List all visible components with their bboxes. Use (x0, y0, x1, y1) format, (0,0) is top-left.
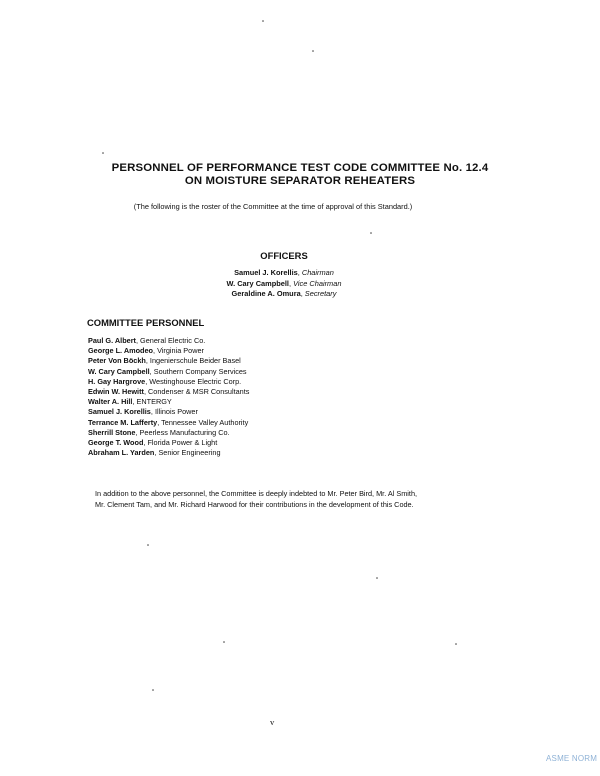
officer-name: Geraldine A. Omura (231, 289, 301, 299)
member-row: Terrance M. Lafferty, Tennessee Valley Authority (88, 417, 249, 427)
page-title-line-2: ON MOISTURE SEPARATOR REHEATERS (184, 175, 416, 187)
officers-heading: OFFICERS (260, 250, 308, 261)
member-row: W. Cary Campbell, Southern Company Services (88, 366, 247, 376)
officer-row: W. Cary Campbell, Vice Chairman (226, 278, 342, 288)
officers-list (0, 268, 568, 300)
member-organization: General Electric Co. (140, 336, 206, 345)
member-row: Sherrill Stone, Peerless Manufacturing Co. (88, 427, 230, 437)
member-name: Edwin W. Hewitt (88, 387, 144, 397)
officer-role: Vice Chairman (293, 278, 342, 288)
officer-role: Chairman (301, 268, 334, 277)
officer-row: Geraldine A. Omura, Secretary (231, 289, 337, 299)
member-row: Samuel J. Korellis, Illinois Power (88, 407, 198, 417)
member-name: W. Cary Campbell (88, 366, 150, 376)
member-organization: Florida Power & Light (147, 438, 218, 448)
scan-speck (455, 643, 457, 645)
watermark: ASME NORM (546, 754, 598, 763)
scan-speck (147, 544, 149, 546)
member-organization: Westinghouse Electric Corp. (149, 376, 242, 386)
member-organization: Condenser & MSR Consultants (148, 387, 250, 397)
member-name: Paul G. Albert (88, 336, 136, 345)
page-number: v (270, 717, 275, 727)
member-organization: ENTERGY (136, 397, 172, 407)
acknowledgement-line: In addition to the above personnel, the Committee is deeply indebted to Mr. Peter Bird, Mr. Al Smith, (95, 489, 418, 498)
member-name: Walter A. Hill (88, 397, 133, 407)
scan-speck (312, 50, 314, 52)
member-organization: Southern Company Services (153, 366, 247, 376)
member-row: Peter Von Böckh, Ingenierschule Beider Basel (88, 356, 241, 366)
scan-speck (102, 152, 104, 154)
officer-role: Secretary (304, 289, 337, 299)
member-name: Samuel J. Korellis (88, 407, 151, 417)
member-name: George T. Wood (88, 438, 144, 448)
acknowledgement-line: Mr. Clement Tam, and Mr. Richard Harwood for their contributions in the development of this Code. (95, 500, 414, 510)
member-row: H. Gay Hargrove, Westinghouse Electric Corp. (88, 376, 242, 386)
member-organization: Illinois Power (154, 407, 198, 417)
member-organization: Ingenierschule Beider Basel (149, 356, 241, 366)
committee-personnel-heading: COMMITTEE PERSONNEL (87, 317, 205, 328)
member-name: Terrance M. Lafferty (88, 417, 158, 427)
scan-speck (152, 689, 154, 691)
officer-name: Samuel J. Korellis (234, 268, 298, 277)
officer-name: W. Cary Campbell (226, 278, 289, 288)
member-row: George T. Wood, Florida Power & Light (88, 438, 218, 448)
member-organization: Senior Engineering (158, 448, 221, 458)
member-organization: Tennessee Valley Authority (161, 417, 249, 427)
member-row: George L. Amodeo, Virginia Power (88, 346, 204, 356)
member-row: Walter A. Hill, ENTERGY (88, 397, 172, 407)
member-name: Abraham L. Yarden (88, 448, 155, 458)
member-row: Paul G. Albert, General Electric Co. (88, 336, 206, 345)
acknowledgement-paragraph (95, 488, 515, 511)
scan-speck (223, 641, 225, 643)
member-name: Peter Von Böckh (88, 356, 146, 366)
committee-member-list (88, 336, 249, 458)
scan-speck (370, 232, 372, 234)
member-name: H. Gay Hargrove (88, 376, 146, 386)
scan-speck (262, 20, 264, 22)
member-name: George L. Amodeo (88, 346, 154, 356)
member-name: Sherrill Stone (88, 427, 136, 437)
scan-speck (376, 577, 378, 579)
officer-row: Samuel J. Korellis, Chairman (234, 268, 334, 277)
member-row: Edwin W. Hewitt, Condenser & MSR Consultants (88, 387, 250, 397)
member-row: Abraham L. Yarden, Senior Engineering (88, 448, 221, 458)
page-title-line-1: PERSONNEL OF PERFORMANCE TEST CODE COMMITTEE No. 12.4 (111, 162, 489, 174)
roster-note: (The following is the roster of the Committee at the time of approval of this Standard.) (133, 202, 413, 211)
member-organization: Peerless Manufacturing Co. (139, 427, 230, 437)
member-organization: Virginia Power (157, 346, 204, 356)
